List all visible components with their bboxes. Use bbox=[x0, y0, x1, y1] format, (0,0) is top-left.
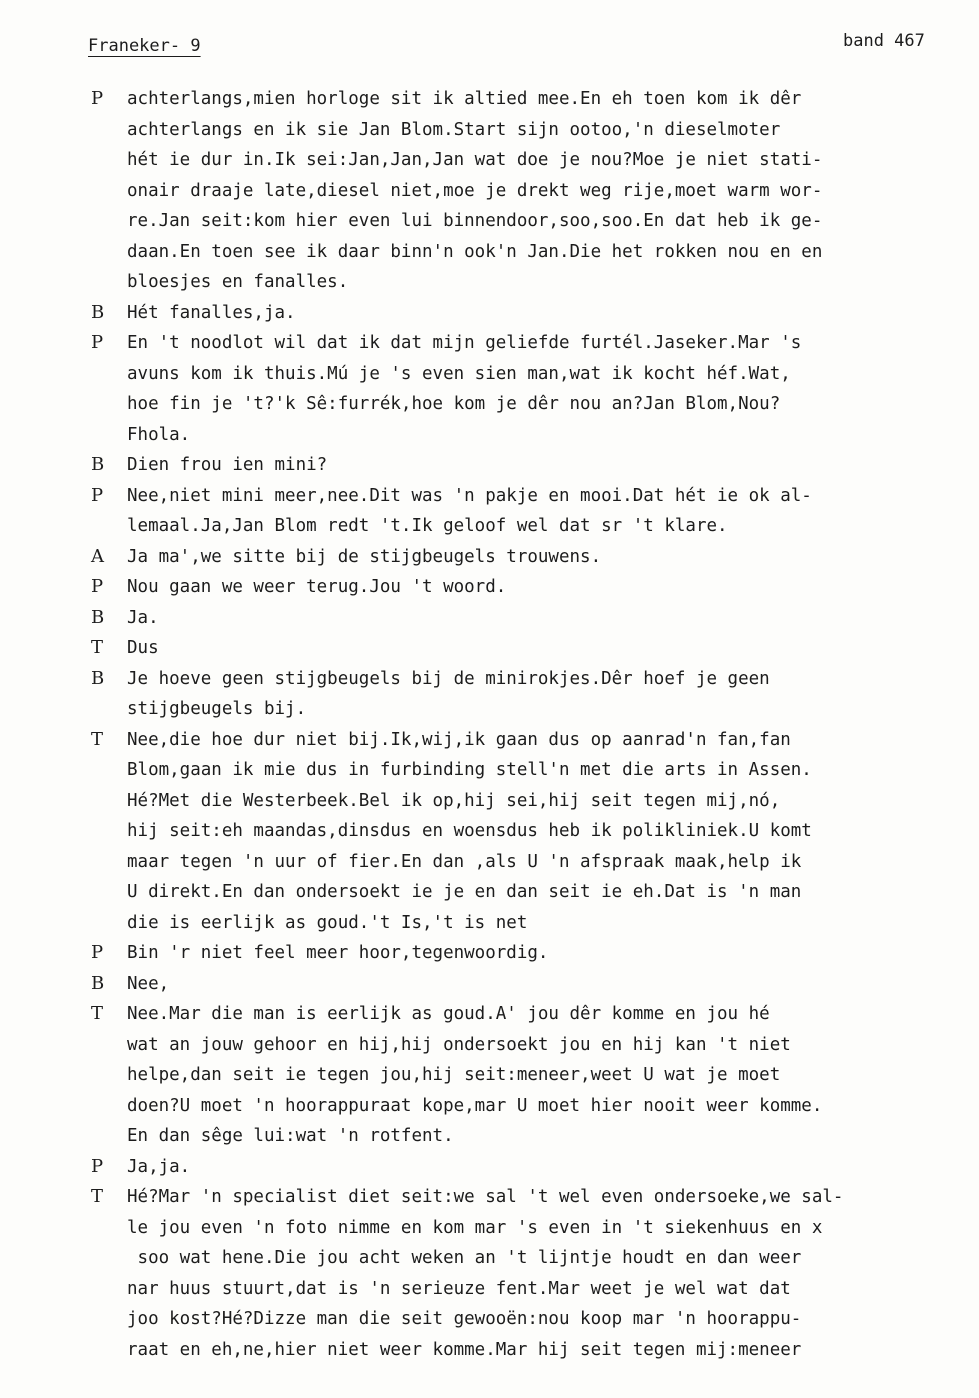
tape-number-label: band 467 bbox=[843, 31, 925, 51]
speaker-label: P bbox=[91, 484, 104, 506]
utterance bbox=[127, 725, 957, 939]
utterance bbox=[127, 603, 957, 634]
utterance-line: soo wat hene.Die jou acht weken an 't lijntje houdt en dan weer bbox=[127, 1248, 802, 1268]
utterance-line: achterlangs,mien horloge sit ik altied mee.En eh toen kom ik dêr bbox=[127, 89, 802, 109]
utterance-line: die is eerlijk as goud.'t Is,'t is net bbox=[127, 912, 528, 933]
utterance-line: Je hoeve geen stijgbeugels bij de minirokjes.Dêr hoef je geen bbox=[127, 668, 770, 689]
utterance-line: stijgbeugels bij. bbox=[127, 699, 307, 719]
utterance-line: Ja. bbox=[127, 607, 159, 628]
utterance bbox=[127, 450, 957, 481]
utterance bbox=[127, 999, 957, 1152]
speaker-label: P bbox=[91, 332, 104, 353]
speaker-label: B bbox=[91, 972, 105, 994]
utterance-line: Hé?Mar 'n specialist diet seit:we sal 't wel even ondersoeke,we sal- bbox=[127, 1187, 844, 1207]
utterance-line: bloesjes en fanalles. bbox=[127, 272, 349, 292]
utterance bbox=[127, 542, 957, 573]
utterance-line: Blom,gaan ik mie dus in furbinding stell'n met die arts in Assen. bbox=[127, 760, 812, 780]
utterance-line: achterlangs en ik sie Jan Blom.Start sijn ootoo,'n dieselmoter bbox=[127, 119, 781, 140]
utterance-line: U direkt.En dan ondersoekt ie je en dan seit ie eh.Dat is 'n man bbox=[127, 882, 802, 902]
utterance-line: Nee, bbox=[127, 973, 170, 994]
utterance-line: maar tegen 'n uur of fier.En dan ,als U 'n afspraak maak,help ik bbox=[127, 851, 802, 872]
speaker-label: A bbox=[91, 545, 104, 567]
utterance-line: Dus bbox=[127, 638, 159, 658]
utterance bbox=[127, 328, 957, 450]
utterance-line: Nee,niet mini meer,nee.Dit was 'n pakje en mooi.Dat hét ie ok al- bbox=[127, 485, 812, 506]
speaker-label: T bbox=[91, 1003, 104, 1024]
utterance-line: Nee,die hoe dur niet bij.Ik,wij,ik gaan dus op aanrad'n fan,fan bbox=[127, 729, 791, 750]
speaker-label: T bbox=[91, 1186, 104, 1207]
utterance-line: Dien frou ien mini? bbox=[127, 455, 328, 475]
utterance-line: En dan sêge lui:wat 'n rotfent. bbox=[127, 1126, 454, 1146]
utterance-line: En 't noodlot wil dat ik dat mijn geliefde furtél.Jaseker.Mar 's bbox=[127, 333, 802, 353]
utterance-line: joo kost?Hé?Dizze man die seit gewooën:nou koop mar 'n hoorappu- bbox=[127, 1309, 802, 1329]
speaker-label: T bbox=[91, 637, 104, 658]
speaker-label: B bbox=[91, 606, 105, 628]
utterance-line: helpe,dan seit ie tegen jou,hij seit:meneer,weet U wat je moet bbox=[127, 1065, 781, 1085]
utterance-line: re.Jan seit:kom hier even lui binnendoor,soo,soo.En dat heb ik ge- bbox=[127, 211, 823, 231]
utterance-line: le jou even 'n foto nimme en kom mar 's even in 't siekenhuus en x bbox=[127, 1217, 823, 1238]
utterance bbox=[127, 298, 957, 329]
utterance bbox=[127, 938, 957, 969]
utterance-line: Fhola. bbox=[127, 424, 191, 445]
utterance-line: nar huus stuurt,dat is 'n serieuze fent.Mar weet je wel wat dat bbox=[127, 1278, 791, 1299]
utterance-line: hoe fin je 't?'k Sê:furrék,hoe kom je dêr nou an?Jan Blom,Nou? bbox=[127, 394, 781, 414]
utterance bbox=[127, 969, 957, 1000]
utterance-line: Hét fanalles,ja. bbox=[127, 302, 296, 323]
speaker-label: B bbox=[91, 454, 105, 475]
utterance bbox=[127, 633, 957, 664]
speaker-label: P bbox=[91, 942, 104, 963]
speaker-label: B bbox=[91, 301, 105, 323]
speaker-label: P bbox=[91, 1155, 104, 1177]
utterance bbox=[127, 84, 957, 298]
utterance bbox=[127, 1152, 957, 1183]
utterance-line: Bin 'r niet feel meer hoor,tegenwoordig. bbox=[127, 943, 549, 963]
utterance-line: Ja ma',we sitte bij de stijgbeugels trouwens. bbox=[127, 546, 602, 567]
utterance-line: avuns kom ik thuis.Mú je 's even sien man,wat ik kocht héf.Wat, bbox=[127, 363, 791, 384]
utterance bbox=[127, 664, 957, 725]
utterance bbox=[127, 572, 957, 603]
utterance-line: doen?U moet 'n hoorappuraat kope,mar U moet hier nooit weer komme. bbox=[127, 1095, 823, 1116]
utterance-line: daan.En toen see ik daar binn'n ook'n Jan.Die het rokken nou en en bbox=[127, 241, 823, 262]
utterance bbox=[127, 481, 957, 542]
speaker-label: P bbox=[91, 576, 104, 597]
utterance-line: wat an jouw gehoor en hij,hij ondersoekt jou en hij kan 't niet bbox=[127, 1034, 791, 1055]
speaker-label: P bbox=[91, 88, 104, 109]
speaker-label: T bbox=[91, 728, 104, 750]
utterance-line: onair draaje late,diesel niet,moe je drekt weg rije,moet warm wor- bbox=[127, 180, 823, 201]
page-place-label: Franeker- 9 bbox=[88, 36, 201, 56]
speaker-label: B bbox=[91, 667, 105, 689]
utterance-line: hij seit:eh maandas,dinsdus en woensdus heb ik polikliniek.U komt bbox=[127, 821, 812, 841]
utterance-line: hét ie dur in.Ik sei:Jan,Jan,Jan wat doe je nou?Moe je niet stati- bbox=[127, 150, 823, 170]
utterance-line: Hé?Met die Westerbeek.Bel ik op,hij sei,hij seit tegen mij,nó, bbox=[127, 790, 781, 811]
utterance-line: lemaal.Ja,Jan Blom redt 't.Ik geloof wel dat sr 't klare. bbox=[127, 516, 728, 536]
utterance-line: Nee.Mar die man is eerlijk as goud.A' jou dêr komme en jou hé bbox=[127, 1004, 770, 1024]
utterance bbox=[127, 1182, 957, 1365]
utterance-line: Nou gaan we weer terug.Jou 't woord. bbox=[127, 577, 507, 597]
utterance-line: Ja,ja. bbox=[127, 1156, 191, 1177]
utterance-line: raat en eh,ne,hier niet weer komme.Mar hij seit tegen mij:meneer bbox=[127, 1339, 802, 1360]
